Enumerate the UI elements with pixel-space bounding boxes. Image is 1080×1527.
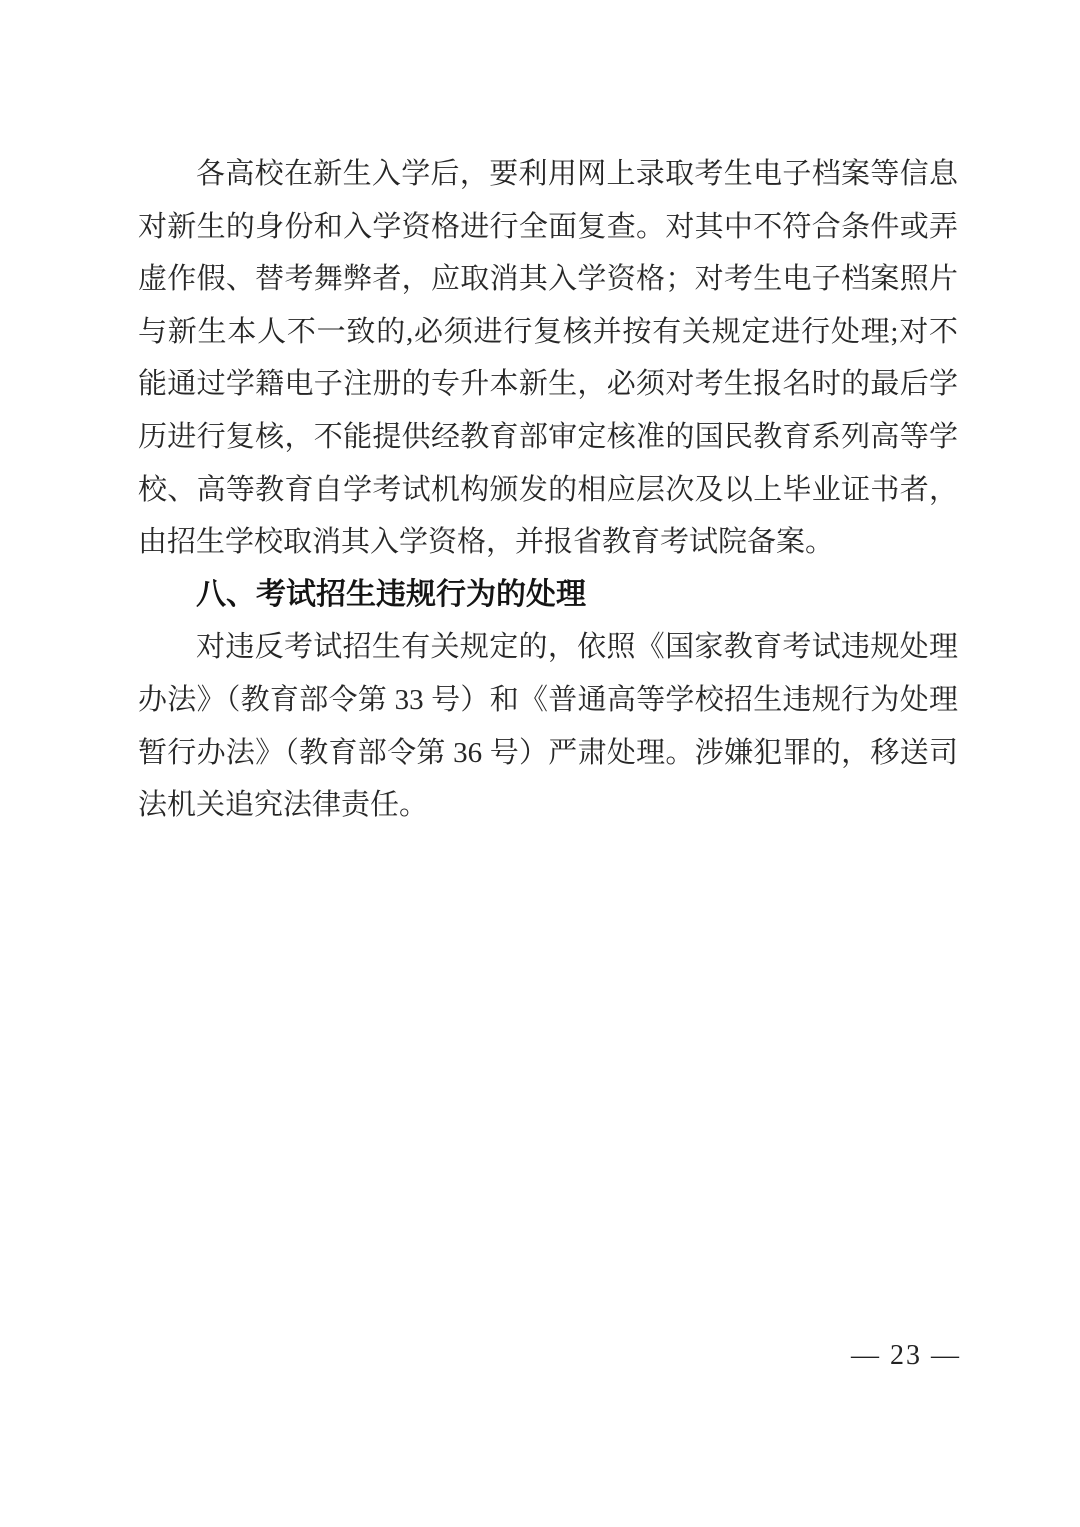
- paragraph1-line: 能通过学籍电子注册的专升本新生，必须对考生报名时的最后学: [138, 368, 958, 401]
- paragraph2-line: 法机关追究法律责任。: [138, 789, 429, 822]
- paragraph1-line: 历进行复核，不能提供经教育部审定核准的国民教育系列高等学: [138, 420, 958, 453]
- paragraph1-line: 对新生的身份和入学资格进行全面复查。对其中不符合条件或弄: [138, 210, 958, 243]
- paragraph2-line: 暂行办法》（教育部令第 36 号）严肃处理。涉嫌犯罪的，移送司: [138, 736, 958, 769]
- paragraph1-line: 由招生学校取消其入学资格，并报省教育考试院备案。: [138, 526, 835, 559]
- paragraph2-line: 对违反考试招生有关规定的，依照《国家教育考试违规处理: [196, 631, 958, 664]
- document-body: [138, 148, 958, 832]
- page-number: — 23 —: [851, 1340, 961, 1371]
- paragraph1-line: 各高校在新生入学后，要利用网上录取考生电子档案等信息: [196, 158, 958, 190]
- paragraph1-line: 与新生本人不一致的,必须进行复核并按有关规定进行处理;对不: [138, 315, 958, 348]
- section-heading: 八、考试招生违规行为的处理: [196, 577, 586, 611]
- paragraph1-line: 校、高等教育自学考试机构颁发的相应层次及以上毕业证书者，: [138, 473, 958, 506]
- paragraph2-line: 办法》（教育部令第 33 号）和《普通高等学校招生违规行为处理: [138, 683, 958, 716]
- paragraph1-line: 虚作假、替考舞弊者，应取消其入学资格；对考生电子档案照片: [138, 263, 958, 296]
